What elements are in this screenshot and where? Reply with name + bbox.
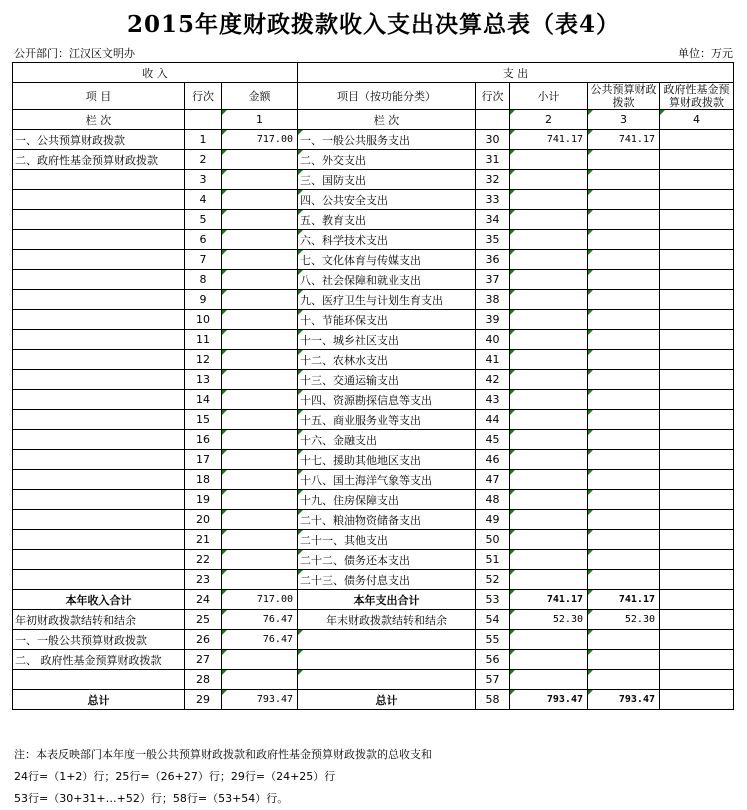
income-amount	[222, 510, 298, 530]
expense-subtotal	[510, 430, 588, 450]
ex-row-no-header: 行次	[476, 83, 510, 110]
expense-item: 二十三、债务付息支出	[298, 570, 476, 590]
income-item	[13, 470, 185, 490]
public-budget-header: 公共预算财政拨款	[588, 83, 660, 110]
income-item	[13, 410, 185, 430]
expense-public-budget	[588, 290, 660, 310]
income-item	[13, 550, 185, 570]
expense-item: 二十、粮油物资储备支出	[298, 510, 476, 530]
income-item	[13, 490, 185, 510]
expense-public-budget	[588, 210, 660, 230]
table-row	[13, 410, 734, 430]
unit-label: 单位：万元	[678, 47, 733, 60]
expense-subtotal	[510, 330, 588, 350]
expense-public-budget	[588, 270, 660, 290]
expense-item: 十、节能环保支出	[298, 310, 476, 330]
expense-item: 二十一、其他支出	[298, 530, 476, 550]
expense-public-budget	[588, 310, 660, 330]
expense-gov-fund	[660, 230, 734, 250]
expense-item: 四、公共安全支出	[298, 190, 476, 210]
expense-public-budget: 741.17	[588, 590, 660, 610]
income-item	[13, 290, 185, 310]
income-item	[13, 450, 185, 470]
expense-gov-fund	[660, 350, 734, 370]
income-item	[13, 210, 185, 230]
expense-item	[298, 670, 476, 690]
budget-table	[12, 62, 734, 710]
expense-gov-fund	[660, 450, 734, 470]
expense-subtotal	[510, 150, 588, 170]
income-item	[13, 570, 185, 590]
expense-subtotal	[510, 270, 588, 290]
income-amount	[222, 410, 298, 430]
income-item	[13, 330, 185, 350]
income-row-no: 8	[185, 270, 222, 290]
income-item: 一、一般公共预算财政拨款	[13, 630, 185, 650]
expense-subtotal: 793.47	[510, 690, 588, 710]
expense-item: 十八、国土海洋气象等支出	[298, 470, 476, 490]
func-item-header: 项目（按功能分类）	[298, 83, 476, 110]
income-amount: 76.47	[222, 610, 298, 630]
expense-row-no: 48	[476, 490, 510, 510]
table-row	[13, 490, 734, 510]
expense-public-budget	[588, 670, 660, 690]
table-row	[13, 530, 734, 550]
expense-subtotal	[510, 390, 588, 410]
income-amount	[222, 650, 298, 670]
income-amount	[222, 150, 298, 170]
expense-subtotal	[510, 470, 588, 490]
expense-subtotal: 741.17	[510, 130, 588, 150]
expense-public-budget	[588, 390, 660, 410]
table-row	[13, 390, 734, 410]
expense-row-no: 32	[476, 170, 510, 190]
income-row-no: 22	[185, 550, 222, 570]
expense-subtotal: 741.17	[510, 590, 588, 610]
expense-public-budget: 793.47	[588, 690, 660, 710]
income-amount: 793.47	[222, 690, 298, 710]
income-amount	[222, 310, 298, 330]
table-row	[13, 130, 734, 150]
department-label: 公开部门：江汉区文明办	[14, 47, 135, 60]
income-amount: 76.47	[222, 630, 298, 650]
expense-row-no: 37	[476, 270, 510, 290]
income-row-no: 12	[185, 350, 222, 370]
expense-public-budget	[588, 410, 660, 430]
gov-fund-header: 政府性基金预算财政拨款	[660, 83, 734, 110]
income-row-no: 26	[185, 630, 222, 650]
expense-gov-fund	[660, 370, 734, 390]
income-amount	[222, 370, 298, 390]
expense-row-no: 49	[476, 510, 510, 530]
expense-gov-fund	[660, 310, 734, 330]
income-item	[13, 390, 185, 410]
income-item	[13, 510, 185, 530]
expense-gov-fund	[660, 250, 734, 270]
expense-item: 十九、住房保障支出	[298, 490, 476, 510]
table-row	[13, 170, 734, 190]
expense-item: 七、文化体育与传媒支出	[298, 250, 476, 270]
income-item	[13, 190, 185, 210]
expense-item: 八、社会保障和就业支出	[298, 270, 476, 290]
income-row-no: 4	[185, 190, 222, 210]
expense-public-budget	[588, 530, 660, 550]
income-row-no: 15	[185, 410, 222, 430]
expense-row-no: 41	[476, 350, 510, 370]
expense-public-budget	[588, 230, 660, 250]
expense-row-no: 43	[476, 390, 510, 410]
expense-row-no: 58	[476, 690, 510, 710]
income-row-no: 9	[185, 290, 222, 310]
table-row	[13, 450, 734, 470]
income-row-no: 16	[185, 430, 222, 450]
expense-item: 十一、城乡社区支出	[298, 330, 476, 350]
table-row	[13, 470, 734, 490]
table-row	[13, 510, 734, 530]
expense-item: 十五、商业服务业等支出	[298, 410, 476, 430]
expense-gov-fund	[660, 610, 734, 630]
expense-public-budget: 741.17	[588, 130, 660, 150]
col-index-1: 1	[222, 110, 298, 130]
expense-public-budget	[588, 450, 660, 470]
table-row	[13, 190, 734, 210]
table-row	[13, 230, 734, 250]
expense-row-no: 55	[476, 630, 510, 650]
income-amount	[222, 170, 298, 190]
income-amount	[222, 390, 298, 410]
expense-row-no: 52	[476, 570, 510, 590]
table-row	[13, 150, 734, 170]
income-item: 二、 政府性基金预算财政拨款	[13, 650, 185, 670]
col-index-4: 4	[660, 110, 734, 130]
expense-item: 十三、交通运输支出	[298, 370, 476, 390]
income-item	[13, 530, 185, 550]
expense-public-budget	[588, 370, 660, 390]
expense-gov-fund	[660, 330, 734, 350]
income-row-no: 10	[185, 310, 222, 330]
expense-row-no: 42	[476, 370, 510, 390]
col-label: 栏 次	[13, 110, 185, 130]
income-item	[13, 310, 185, 330]
income-amount	[222, 570, 298, 590]
expense-gov-fund	[660, 130, 734, 150]
table-row	[13, 310, 734, 330]
expense-public-budget	[588, 510, 660, 530]
expense-subtotal	[510, 230, 588, 250]
income-item: 一、公共预算财政拨款	[13, 130, 185, 150]
expense-item: 十四、资源勘探信息等支出	[298, 390, 476, 410]
expense-gov-fund	[660, 410, 734, 430]
expense-gov-fund	[660, 690, 734, 710]
expense-subtotal	[510, 250, 588, 270]
expense-item: 九、医疗卫生与计划生育支出	[298, 290, 476, 310]
expense-public-budget	[588, 190, 660, 210]
expense-item: 年末财政拨款结转和结余	[298, 610, 476, 630]
expense-subtotal	[510, 210, 588, 230]
expense-subtotal	[510, 510, 588, 530]
income-item	[13, 350, 185, 370]
expense-gov-fund	[660, 210, 734, 230]
expense-row-no: 31	[476, 150, 510, 170]
notes	[14, 744, 432, 810]
table-row	[13, 250, 734, 270]
income-amount	[222, 270, 298, 290]
expense-item: 总计	[298, 690, 476, 710]
expense-item: 本年支出合计	[298, 590, 476, 610]
col-index-3: 3	[588, 110, 660, 130]
col-label-expense: 栏 次	[298, 110, 476, 130]
expense-row-no: 47	[476, 470, 510, 490]
income-amount: 717.00	[222, 130, 298, 150]
expense-item: 十六、金融支出	[298, 430, 476, 450]
expense-item: 十七、援助其他地区支出	[298, 450, 476, 470]
income-amount	[222, 670, 298, 690]
expense-row-no: 54	[476, 610, 510, 630]
expense-gov-fund	[660, 170, 734, 190]
expense-subtotal	[510, 490, 588, 510]
expense-row-no: 38	[476, 290, 510, 310]
table-row	[13, 690, 734, 710]
table-row	[13, 290, 734, 310]
expense-header: 支 出	[298, 63, 734, 83]
note-line: 53行=（30+31+…+52）行；58行=（53+54）行。	[14, 792, 289, 805]
expense-public-budget	[588, 550, 660, 570]
income-row-no: 20	[185, 510, 222, 530]
income-amount	[222, 530, 298, 550]
table-row	[13, 350, 734, 370]
expense-row-no: 53	[476, 590, 510, 610]
expense-item: 二十二、债务还本支出	[298, 550, 476, 570]
income-item: 总计	[13, 690, 185, 710]
income-item	[13, 230, 185, 250]
expense-gov-fund	[660, 530, 734, 550]
expense-item: 五、教育支出	[298, 210, 476, 230]
expense-row-no: 35	[476, 230, 510, 250]
expense-gov-fund	[660, 650, 734, 670]
expense-public-budget	[588, 630, 660, 650]
table-row	[13, 370, 734, 390]
expense-gov-fund	[660, 550, 734, 570]
income-row-no: 13	[185, 370, 222, 390]
income-row-no: 21	[185, 530, 222, 550]
income-row-no: 11	[185, 330, 222, 350]
expense-gov-fund	[660, 670, 734, 690]
expense-gov-fund	[660, 470, 734, 490]
expense-row-no: 34	[476, 210, 510, 230]
expense-gov-fund	[660, 390, 734, 410]
income-amount	[222, 430, 298, 450]
expense-item	[298, 630, 476, 650]
expense-public-budget	[588, 250, 660, 270]
table-row	[13, 610, 734, 630]
expense-row-no: 50	[476, 530, 510, 550]
col-index-2: 2	[510, 110, 588, 130]
income-row-no: 19	[185, 490, 222, 510]
expense-item	[298, 650, 476, 670]
expense-item: 一、一般公共服务支出	[298, 130, 476, 150]
expense-public-budget	[588, 430, 660, 450]
expense-item: 二、外交支出	[298, 150, 476, 170]
expense-row-no: 40	[476, 330, 510, 350]
expense-gov-fund	[660, 510, 734, 530]
income-item	[13, 670, 185, 690]
expense-subtotal	[510, 370, 588, 390]
expense-gov-fund	[660, 570, 734, 590]
table-row	[13, 590, 734, 610]
expense-row-no: 39	[476, 310, 510, 330]
expense-public-budget	[588, 350, 660, 370]
row-no-header: 行次	[185, 83, 222, 110]
expense-public-budget	[588, 570, 660, 590]
income-amount	[222, 450, 298, 470]
income-amount	[222, 350, 298, 370]
table-row	[13, 630, 734, 650]
income-row-no: 7	[185, 250, 222, 270]
income-amount	[222, 210, 298, 230]
note-line: 24行=（1+2）行；25行=（26+27）行；29行=（24+25）行	[14, 770, 336, 783]
income-row-no: 3	[185, 170, 222, 190]
amount-header: 金额	[222, 83, 298, 110]
expense-subtotal	[510, 290, 588, 310]
income-item	[13, 170, 185, 190]
expense-gov-fund	[660, 270, 734, 290]
income-amount	[222, 490, 298, 510]
expense-subtotal	[510, 530, 588, 550]
income-row-no: 28	[185, 670, 222, 690]
expense-subtotal	[510, 570, 588, 590]
expense-subtotal	[510, 190, 588, 210]
page-title: 2015年度财政拨款收入支出决算总表（表4）	[126, 11, 621, 38]
expense-public-budget	[588, 150, 660, 170]
income-row-no: 23	[185, 570, 222, 590]
income-row-no: 18	[185, 470, 222, 490]
expense-row-no: 30	[476, 130, 510, 150]
income-header: 收 入	[13, 63, 298, 83]
item-header: 项 目	[13, 83, 185, 110]
income-item: 本年收入合计	[13, 590, 185, 610]
income-item	[13, 270, 185, 290]
income-item	[13, 370, 185, 390]
income-row-no: 14	[185, 390, 222, 410]
income-row-no: 6	[185, 230, 222, 250]
income-row-no: 17	[185, 450, 222, 470]
expense-gov-fund	[660, 150, 734, 170]
expense-gov-fund	[660, 290, 734, 310]
table-row	[13, 670, 734, 690]
subtotal-header: 小计	[510, 83, 588, 110]
expense-public-budget: 52.30	[588, 610, 660, 630]
income-row-no: 25	[185, 610, 222, 630]
income-row-no: 24	[185, 590, 222, 610]
expense-public-budget	[588, 490, 660, 510]
expense-subtotal	[510, 450, 588, 470]
expense-subtotal	[510, 630, 588, 650]
expense-public-budget	[588, 470, 660, 490]
table-row	[13, 430, 734, 450]
expense-subtotal	[510, 410, 588, 430]
income-item: 年初财政拨款结转和结余	[13, 610, 185, 630]
income-amount	[222, 190, 298, 210]
income-row-no: 2	[185, 150, 222, 170]
expense-row-no: 44	[476, 410, 510, 430]
expense-row-no: 56	[476, 650, 510, 670]
expense-row-no: 46	[476, 450, 510, 470]
expense-subtotal	[510, 670, 588, 690]
table-row	[13, 570, 734, 590]
expense-item: 六、科学技术支出	[298, 230, 476, 250]
expense-subtotal	[510, 310, 588, 330]
income-row-no: 29	[185, 690, 222, 710]
income-amount	[222, 550, 298, 570]
expense-gov-fund	[660, 490, 734, 510]
income-amount	[222, 290, 298, 310]
table-row	[13, 210, 734, 230]
income-amount	[222, 470, 298, 490]
table-row	[13, 550, 734, 570]
income-amount: 717.00	[222, 590, 298, 610]
expense-row-no: 33	[476, 190, 510, 210]
expense-subtotal	[510, 650, 588, 670]
income-amount	[222, 330, 298, 350]
income-row-no: 1	[185, 130, 222, 150]
table-row	[13, 330, 734, 350]
income-row-no: 5	[185, 210, 222, 230]
expense-row-no: 36	[476, 250, 510, 270]
expense-item: 三、国防支出	[298, 170, 476, 190]
expense-subtotal	[510, 170, 588, 190]
expense-row-no: 51	[476, 550, 510, 570]
expense-subtotal: 52.30	[510, 610, 588, 630]
note-line: 注：本表反映部门本年度一般公共预算财政拨款和政府性基金预算财政拨款的总收支和	[14, 748, 432, 761]
income-amount	[222, 230, 298, 250]
expense-item: 十二、农林水支出	[298, 350, 476, 370]
expense-subtotal	[510, 550, 588, 570]
expense-gov-fund	[660, 190, 734, 210]
expense-row-no: 45	[476, 430, 510, 450]
expense-public-budget	[588, 650, 660, 670]
table-row	[13, 650, 734, 670]
expense-row-no: 57	[476, 670, 510, 690]
income-item	[13, 430, 185, 450]
expense-gov-fund	[660, 430, 734, 450]
expense-public-budget	[588, 330, 660, 350]
income-row-no: 27	[185, 650, 222, 670]
expense-gov-fund	[660, 630, 734, 650]
income-amount	[222, 250, 298, 270]
income-item	[13, 250, 185, 270]
expense-public-budget	[588, 170, 660, 190]
expense-subtotal	[510, 350, 588, 370]
income-item: 二、政府性基金预算财政拨款	[13, 150, 185, 170]
expense-gov-fund	[660, 590, 734, 610]
table-row	[13, 270, 734, 290]
